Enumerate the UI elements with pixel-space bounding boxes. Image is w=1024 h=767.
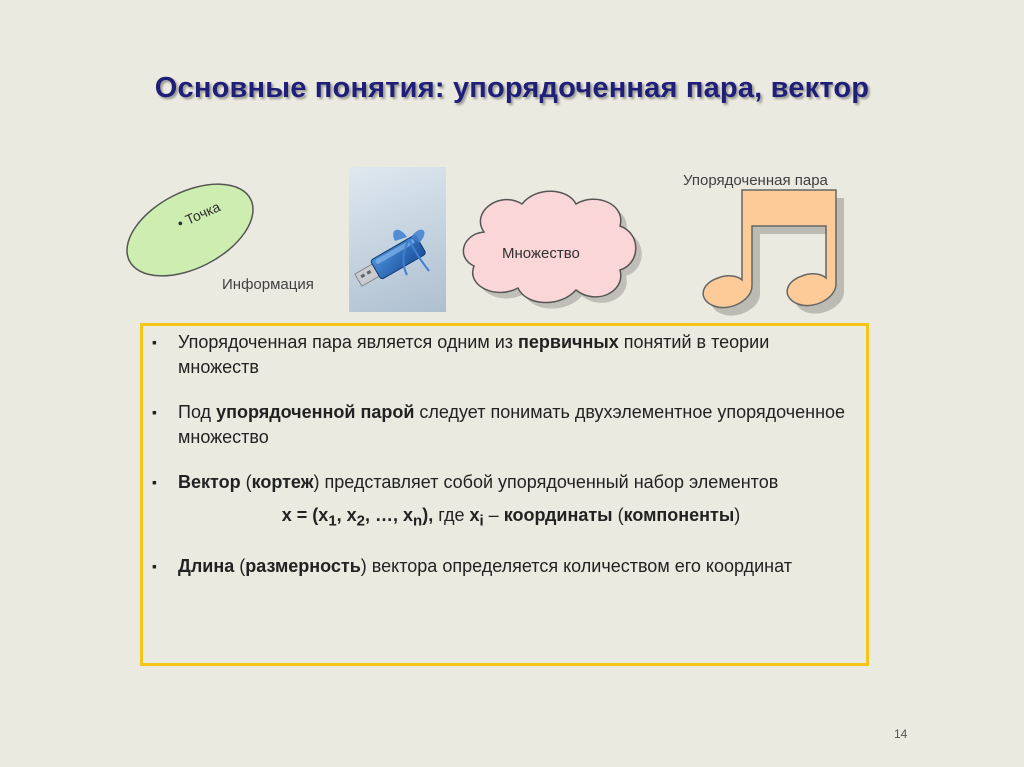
formula-text: где <box>433 505 470 525</box>
music-note-icon <box>690 186 860 316</box>
information-caption: Информация <box>222 276 314 293</box>
formula-part: x <box>469 505 480 525</box>
bullet-text: Упорядоченная пара является одним из <box>178 332 519 352</box>
bullet-text: Под <box>178 402 217 422</box>
bullet-text: следует понимать двухэлементное упорядоченное множество <box>178 402 846 447</box>
bullet-bold: упорядоченной парой <box>216 402 415 422</box>
point-text: Точка <box>182 198 223 228</box>
formula-sub: n <box>413 512 423 530</box>
bullet-bold: кортеж <box>251 472 314 492</box>
formula-sub: 2 <box>356 512 366 530</box>
bullet-marker: ▪ <box>152 334 157 350</box>
bullet-item <box>150 554 850 579</box>
bullet-bold: Длина <box>178 555 235 576</box>
bullet-item <box>150 470 850 495</box>
slide-title: Основные понятия: упорядоченная пара, вектор <box>154 72 870 104</box>
bullet-item <box>150 330 850 380</box>
bullet-text: ( <box>234 555 246 576</box>
formula-part: ), <box>422 505 434 525</box>
formula-part: , x <box>336 505 357 525</box>
bullet-list <box>150 330 850 599</box>
formula-sub: 1 <box>328 512 337 530</box>
bullet-text: ( <box>240 472 252 492</box>
bullet-bold: Вектор <box>178 472 241 492</box>
set-label: Множество <box>502 245 580 262</box>
formula-text: – <box>483 505 504 525</box>
bullet-marker: ▪ <box>152 404 157 420</box>
formula-part: , …, x <box>365 505 414 525</box>
bullet-bold: размерность <box>245 555 361 576</box>
vector-formula <box>150 503 850 534</box>
bullet-bold: первичных <box>518 332 619 352</box>
page-number: 14 <box>894 727 908 741</box>
bullet-item <box>150 400 850 450</box>
bullet-text: ) вектора определяется количеством его координат <box>360 555 792 576</box>
usb-drive-icon <box>349 167 446 312</box>
formula-part: компоненты <box>623 505 735 525</box>
formula-part: координаты <box>503 505 613 525</box>
point-bullet: • <box>174 214 186 232</box>
ordered-pair-caption: Упорядоченная пара <box>683 172 828 189</box>
formula-text: ( <box>612 505 624 525</box>
bullet-marker: ▪ <box>152 474 157 490</box>
bullet-text: ) представляет собой упорядоченный набор элементов <box>313 472 779 492</box>
bullet-marker: ▪ <box>152 557 157 574</box>
point-oval <box>118 178 268 288</box>
formula-text: ) <box>734 505 741 525</box>
formula-sub: i <box>479 512 484 530</box>
formula-part: x = (x <box>281 505 329 525</box>
bullet-text: понятий в теории множеств <box>178 332 770 377</box>
usb-drive-photo <box>349 167 446 312</box>
